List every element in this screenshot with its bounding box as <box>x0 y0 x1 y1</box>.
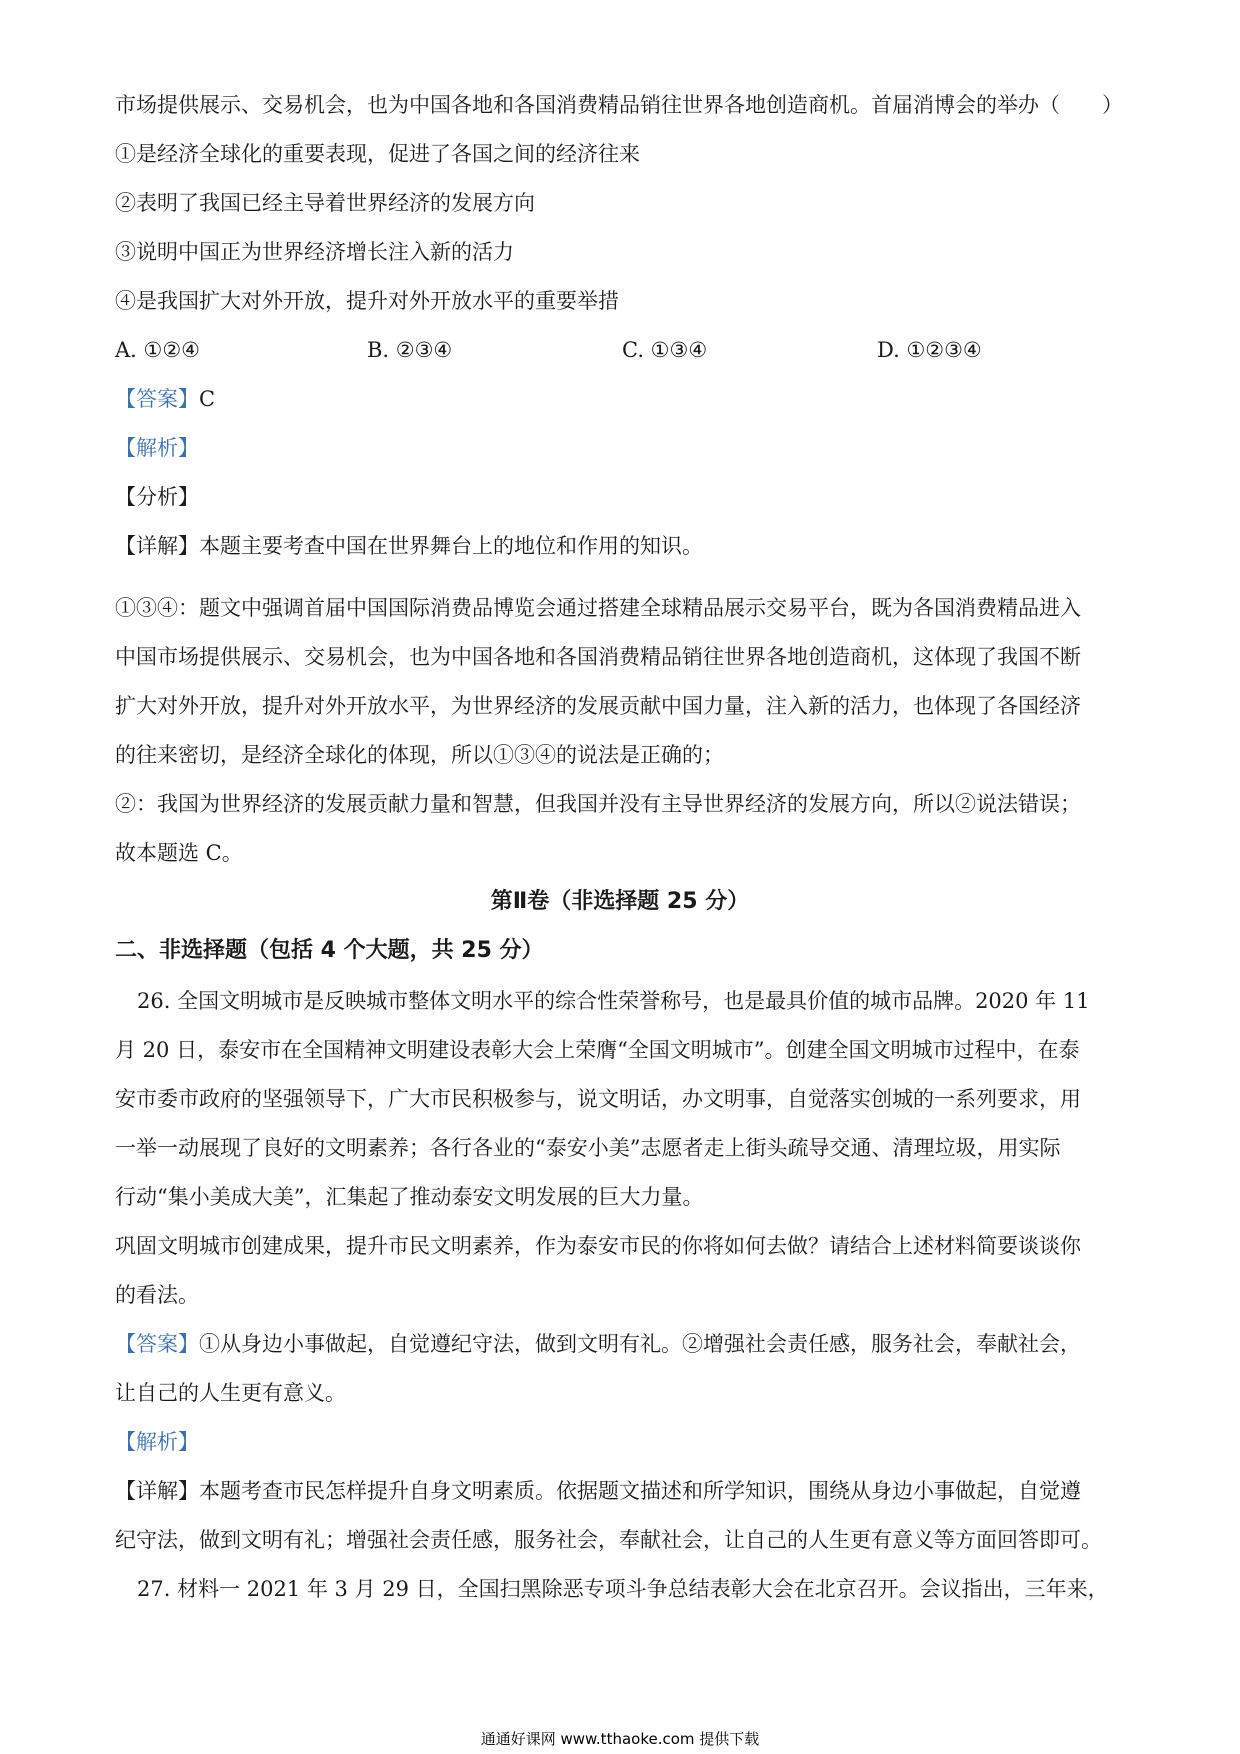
q27-line-1: 27. 材料一 2021 年 3 月 29 日，全国扫黑除恶专项斗争总结表彰大会在北京召开。会议指出，三年来， <box>137 1577 1109 1601</box>
q26-material-line-1: 26. 全国文明城市是反映城市整体文明水平的综合性荣誉称号，也是最具价值的城市品牌。2020 年 11 <box>137 989 1090 1013</box>
q25-analysis-line-1: ①③④：题文中强调首届中国国际消费品博览会通过搭建全球精品展示交易平台，既为各国消费精品进入 <box>115 596 1081 620</box>
q25-analysis-line-2: 中国市场提供展示、交易机会，也为中国各地和各国消费精品销往世界各地创造商机，这体现了我国不断 <box>115 645 1081 669</box>
part-title: 二、非选择题（包括 4 个大题，共 25 分） <box>115 938 544 963</box>
detail-text: 本题主要考查中国在世界舞台上的地位和作用的知识。 <box>199 534 703 558</box>
q25-analysis-line-5: ②：我国为世界经济的发展贡献力量和智慧，但我国并没有主导世界经济的发展方向，所以②说法错误； <box>115 792 1081 816</box>
answer-label: 【答案】 <box>115 1332 199 1356</box>
answer-value: C <box>199 387 216 411</box>
q25-statement-1: ①是经济全球化的重要表现，促进了各国之间的经济往来 <box>115 142 640 166</box>
q25-analysis-line-6: 故本题选 C。 <box>115 841 243 865</box>
q25-statement-3: ③说明中国正为世界经济增长注入新的活力 <box>115 240 514 264</box>
volume-title: 第Ⅱ卷（非选择题 25 分） <box>490 889 750 914</box>
q25-statement-4: ④是我国扩大对外开放，提升对外开放水平的重要举措 <box>115 289 619 313</box>
q26-question-line-2: 的看法。 <box>115 1283 199 1307</box>
q25-jiexi-label: 【解析】 <box>115 436 199 460</box>
detail-text: 本题考查市民怎样提升自身文明素质。依据题文描述和所学知识，围绕从身边小事做起，自觉遵 <box>199 1479 1081 1503</box>
option-c: C. ①③④ <box>622 338 708 362</box>
q25-detail <box>115 531 703 561</box>
q26-material-line-4: 一举一动展现了良好的文明素养；各行各业的“泰安小美”志愿者走上街头疏导交通、清理垃圾，用实际 <box>115 1136 1061 1160</box>
answer-text: ①从身边小事做起，自觉遵纪守法，做到文明有礼。②增强社会责任感，服务社会，奉献社会， <box>199 1332 1081 1356</box>
q26-jiexi-label: 【解析】 <box>115 1430 199 1454</box>
q25-statement-2: ②表明了我国已经主导着世界经济的发展方向 <box>115 191 535 215</box>
q26-material-line-3: 安市委市政府的坚强领导下，广大市民积极参与，说文明话，办文明事，自觉落实创城的一系列要求，用 <box>115 1087 1081 1111</box>
answer-label: 【答案】 <box>115 387 199 411</box>
q25-fenxi-label: 【分析】 <box>115 485 199 509</box>
option-a: A. ①②④ <box>115 338 200 362</box>
footer-watermark: 通通好课网 www.tthaoke.com 提供下载 <box>480 1730 760 1748</box>
q25-answer <box>115 384 215 414</box>
option-b: B. ②③④ <box>367 338 453 362</box>
q26-answer <box>115 1329 1081 1359</box>
option-d: D. ①②③④ <box>877 338 982 362</box>
q25-analysis-line-4: 的往来密切，是经济全球化的体现，所以①③④的说法是正确的； <box>115 743 724 767</box>
q26-answer-line-2: 让自己的人生更有意义。 <box>115 1381 346 1405</box>
detail-label: 【详解】 <box>115 534 199 558</box>
detail-label: 【详解】 <box>115 1479 199 1503</box>
q25-stem-end: 市场提供展示、交易机会，也为中国各地和各国消费精品销往世界各地创造商机。首届消博会的举办（ ） <box>115 93 1123 117</box>
q26-detail <box>115 1476 1081 1506</box>
q25-analysis-line-3: 扩大对外开放，提升对外开放水平，为世界经济的发展贡献中国力量，注入新的活力，也体现了各国经济 <box>115 694 1081 718</box>
q26-detail-line-2: 纪守法，做到文明有礼；增强社会责任感，服务社会，奉献社会，让自己的人生更有意义等方面回答即可。 <box>115 1528 1102 1552</box>
q26-material-line-5: 行动“集小美成大美”，汇集起了推动泰安文明发展的巨大力量。 <box>115 1185 704 1209</box>
q26-material-line-2: 月 20 日，泰安市在全国精神文明建设表彰大会上荣膺“全国文明城市”。创建全国文明城市过程中，在泰 <box>115 1038 1080 1062</box>
q26-question-line-1: 巩固文明城市创建成果，提升市民文明素养，作为泰安市民的你将如何去做？请结合上述材料简要谈谈你 <box>115 1234 1081 1258</box>
